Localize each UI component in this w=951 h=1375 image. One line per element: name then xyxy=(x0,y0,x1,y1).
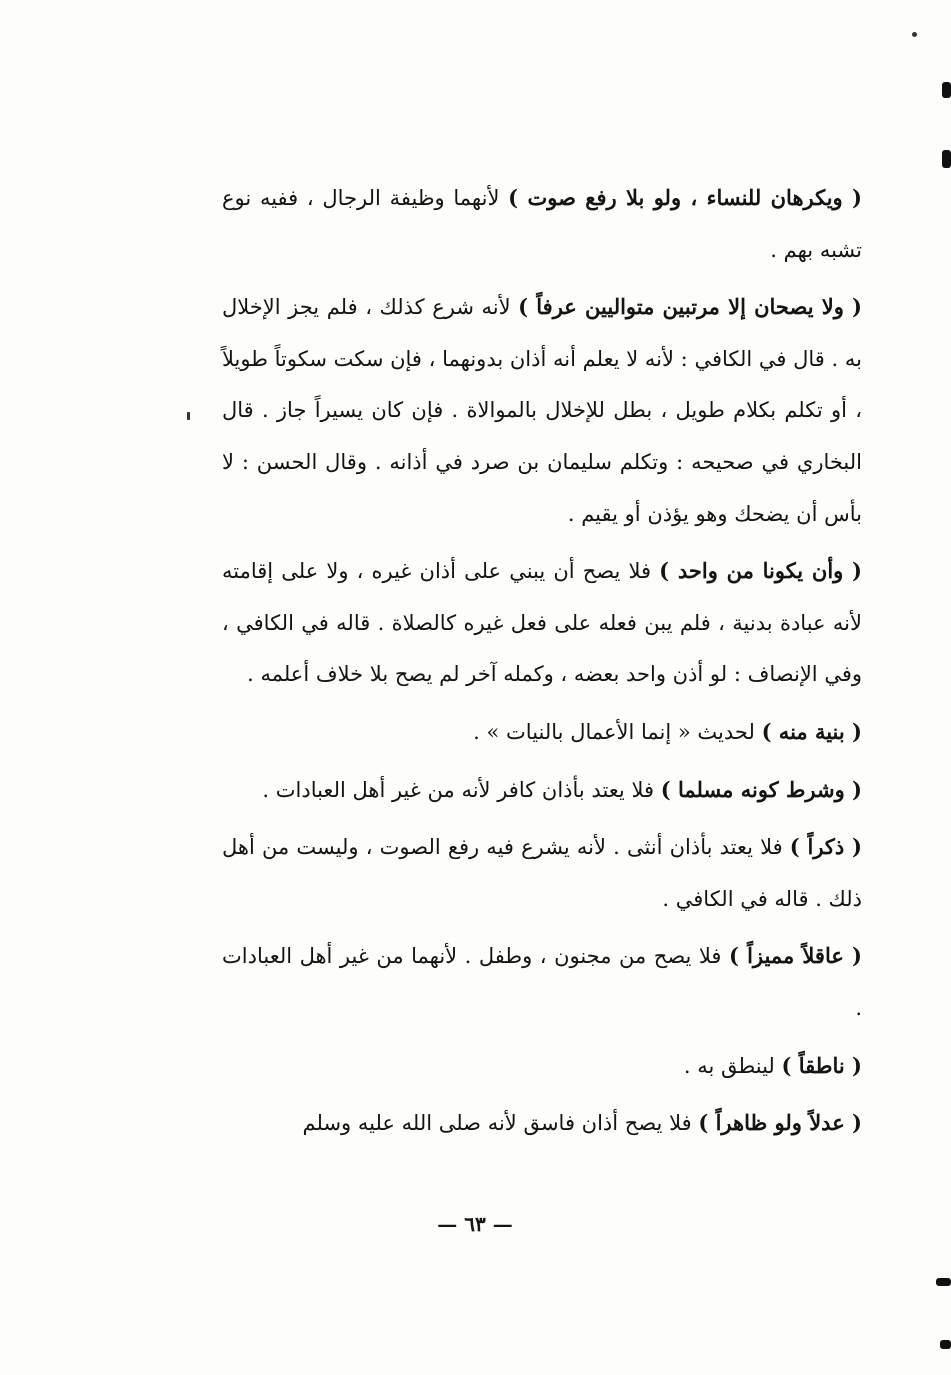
lemma-4: ( بنية منه ) xyxy=(761,718,862,744)
commentary-2: لأنه شرع كذلك ، فلم يجز الإخلال به . قال في الكافي : لأنه لا يعلم أنه أذان بدونهما ، فإن سكت سكوتاً طويلاً ، أو تكلم بكلام طويل ، بطل للإخلال بالموالاة . فإن كان يسيراً جاز . قال البخاري في صحيحه : وتكلم سليمان بن صرد في أذانه . وقال الحسن : لا بأس أن يضحك وهو يؤذن أو يقيم . xyxy=(222,295,862,526)
commentary-4: لحديث « إنما الأعمال بالنيات » . xyxy=(473,719,755,744)
page-number: — ٦٣ — xyxy=(437,1212,513,1236)
paragraph-9 xyxy=(222,1097,862,1150)
scan-edge-mark-2 xyxy=(942,150,951,168)
paragraph-1 xyxy=(222,172,862,276)
paragraph-4 xyxy=(222,706,862,759)
lemma-7: ( عاقلاً مميزاً ) xyxy=(729,943,862,969)
commentary-9: فلا يصح أذان فاسق لأنه صلى الله عليه وسلم xyxy=(302,1111,692,1136)
paragraph-5 xyxy=(222,764,862,817)
lemma-6: ( ذكراً ) xyxy=(789,834,862,860)
paragraph-7 xyxy=(222,930,862,1034)
scan-speck-2 xyxy=(187,412,190,420)
paragraph-3 xyxy=(222,545,862,701)
commentary-1: لأنهما وظيفة الرجال ، ففيه نوع تشبه بهم . xyxy=(222,186,862,262)
scan-edge-mark-3 xyxy=(936,1278,951,1286)
lemma-5: ( وشرط كونه مسلما ) xyxy=(660,776,862,802)
lemma-9: ( عدلاً ولو ظاهراً ) xyxy=(698,1110,862,1136)
lemma-8: ( ناطقاً ) xyxy=(781,1052,862,1078)
lemma-3: ( وأن يكونا من واحد ) xyxy=(659,558,862,584)
paragraph-8 xyxy=(222,1040,862,1093)
lemma-2: ( ولا يصحان إلا مرتبين متواليين عرفاً ) xyxy=(518,294,862,320)
paragraph-2 xyxy=(222,281,862,540)
paragraph-6 xyxy=(222,821,862,925)
commentary-5: فلا يعتد بأذان كافر لأنه من غير أهل العبادات . xyxy=(262,777,655,802)
main-text xyxy=(222,172,862,1150)
commentary-8: لينطق به . xyxy=(683,1053,775,1078)
commentary-3: فلا يصح أن يبني على أذان غيره ، ولا على إقامته لأنه عبادة بدنية ، فلم يبن فعله على فعل غيره كالصلاة . قاله في الكافي ، وفي الإنصاف : لو أذن واحد بعضه ، وكمله آخر لم يصح بلا خلاف أعلمه . xyxy=(222,559,862,687)
commentary-6: فلا يعتد بأذان أنثى . لأنه يشرع فيه رفع الصوت ، وليست من أهل ذلك . قاله في الكافي . xyxy=(222,835,862,911)
lemma-1: ( ويكرهان للنساء ، ولو بلا رفع صوت ) xyxy=(508,185,862,210)
scan-edge-mark-1 xyxy=(942,82,951,98)
scan-edge-mark-4 xyxy=(940,1340,951,1349)
commentary-7: فلا يصح من مجنون ، وطفل . لأنهما من غير أهل العبادات . xyxy=(222,944,862,1020)
scan-speck-1 xyxy=(912,32,917,37)
